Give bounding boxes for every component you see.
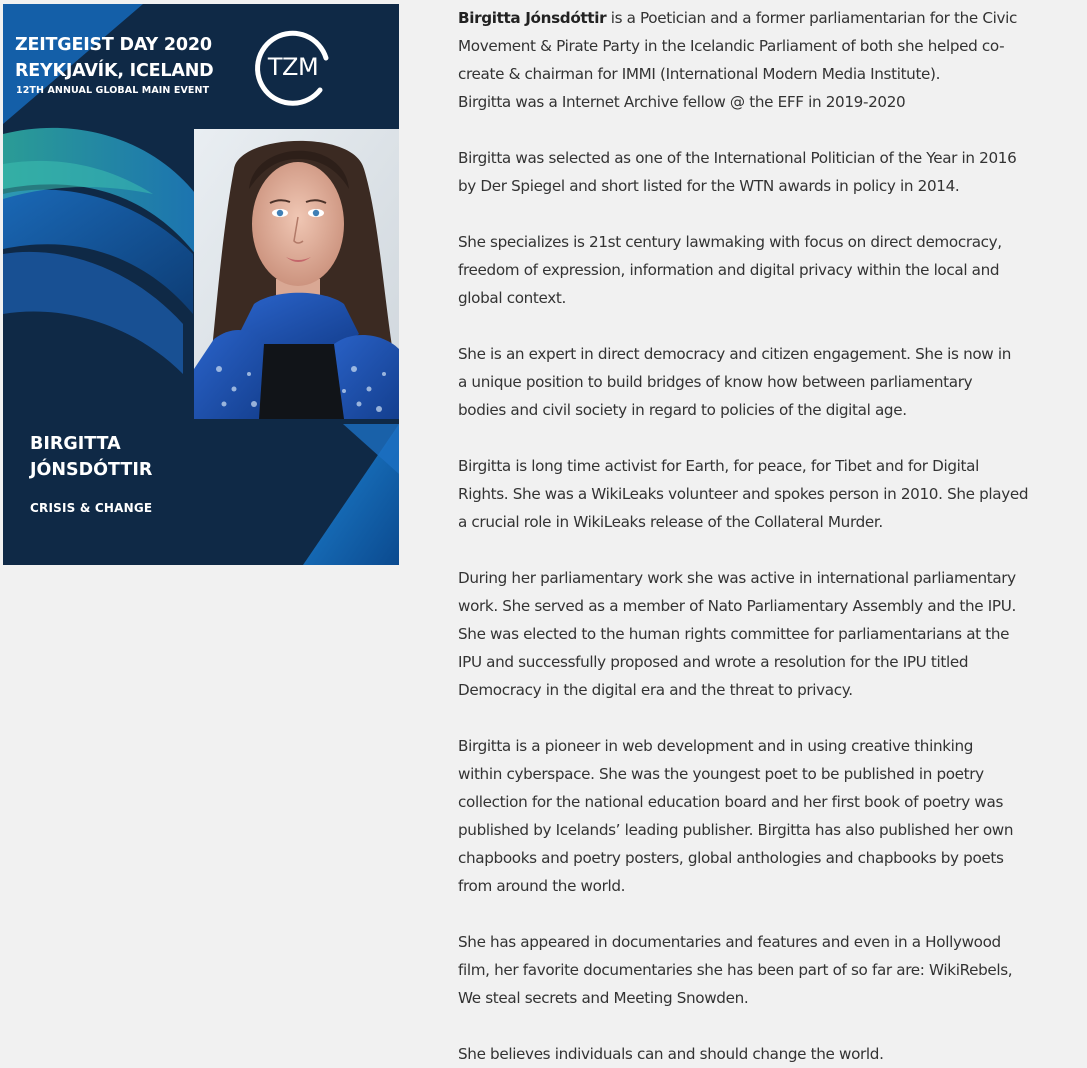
poster-title-line-2: REYKJAVÍK, ICELAND	[15, 61, 214, 81]
bio-line: bodies and civil society in regard to policies of the digital age.	[458, 401, 907, 419]
tzm-logo-text: TZM	[267, 53, 319, 81]
poster-speaker-name	[30, 431, 230, 483]
bio-line: within cyberspace. She was the youngest poet to be published in poetry	[458, 765, 984, 783]
bio-paragraph-6	[458, 564, 1087, 704]
bio-line: published by Icelands’ leading publisher. Birgitta has also published her own	[458, 821, 1014, 839]
bio-line: work. She served as a member of Nato Parliamentary Assembly and the IPU.	[458, 597, 1016, 615]
bio-line: from around the world.	[458, 877, 626, 895]
bio-paragraph-5	[458, 452, 1087, 536]
bio-line: She is an expert in direct democracy and citizen engagement. She is now in	[458, 345, 1011, 363]
bio-line: We steal secrets and Meeting Snowden.	[458, 989, 749, 1007]
bio-line: Birgitta was selected as one of the International Politician of the Year in 2016	[458, 149, 1017, 167]
poster-talk-title: CRISIS & CHANGE	[30, 501, 153, 515]
speaker-bio	[458, 4, 1087, 1068]
portrait-image	[194, 129, 399, 419]
bio-line	[458, 4, 1087, 32]
bio-line: Rights. She was a WikiLeaks volunteer and spokes person in 2010. She played	[458, 485, 1029, 503]
bio-line: She was elected to the human rights committee for parliamentarians at the	[458, 625, 1010, 643]
speaker-first-name: BIRGITTA	[30, 434, 121, 454]
bio-line: Movement & Pirate Party in the Icelandic Parliament of both she helped co-	[458, 37, 1005, 55]
speaker-last-name: JÓNSDÓTTIR	[30, 460, 153, 480]
event-poster	[3, 4, 399, 565]
bio-line: collection for the national education board and her first book of poetry was	[458, 793, 1004, 811]
bio-line: chapbooks and poetry posters, global anthologies and chapbooks by poets	[458, 849, 1004, 867]
bio-line: a crucial role in WikiLeaks release of the Collateral Murder.	[458, 513, 883, 531]
bio-line: freedom of expression, information and digital privacy within the local and	[458, 261, 1000, 279]
poster-event-subtitle: 12TH ANNUAL GLOBAL MAIN EVENT	[16, 85, 210, 96]
bio-line: a unique position to build bridges of know how between parliamentary	[458, 373, 973, 391]
bio-speaker-name: Birgitta Jónsdóttir	[458, 9, 607, 27]
bio-line: Birgitta is long time activist for Earth, for peace, for Tibet and for Digital	[458, 457, 979, 475]
bio-paragraph-9	[458, 1040, 1087, 1068]
poster-title-line-1: ZEITGEIST DAY 2020	[15, 35, 212, 55]
bio-paragraph-4	[458, 340, 1087, 424]
bio-line: film, her favorite documentaries she has been part of so far are: WikiRebels,	[458, 961, 1013, 979]
bio-line-text: is a Poetician and a former parliamentarian for the Civic	[606, 9, 1017, 27]
bio-line: IPU and successfully proposed and wrote a resolution for the IPU titled	[458, 653, 969, 671]
bio-paragraph-1	[458, 4, 1087, 116]
bio-line: create & chairman for IMMI (International Modern Media Institute).	[458, 65, 941, 83]
bio-line: Democracy in the digital era and the threat to privacy.	[458, 681, 853, 699]
bio-paragraph-8	[458, 928, 1087, 1012]
bio-paragraph-3	[458, 228, 1087, 312]
bio-line: She has appeared in documentaries and features and even in a Hollywood	[458, 933, 1001, 951]
bio-line: global context.	[458, 289, 566, 307]
bio-line: She specializes is 21st century lawmaking with focus on direct democracy,	[458, 233, 1002, 251]
bio-line: Birgitta is a pioneer in web development and in using creative thinking	[458, 737, 974, 755]
bio-paragraph-7	[458, 732, 1087, 900]
bio-paragraph-2	[458, 144, 1087, 200]
bio-line: She believes individuals can and should change the world.	[458, 1045, 884, 1063]
bio-line: During her parliamentary work she was active in international parliamentary	[458, 569, 1016, 587]
bio-line: by Der Spiegel and short listed for the WTN awards in policy in 2014.	[458, 177, 960, 195]
speaker-portrait	[194, 129, 399, 419]
poster-event-title	[15, 32, 213, 84]
bio-line: Birgitta was a Internet Archive fellow @ the EFF in 2019-2020	[458, 93, 906, 111]
